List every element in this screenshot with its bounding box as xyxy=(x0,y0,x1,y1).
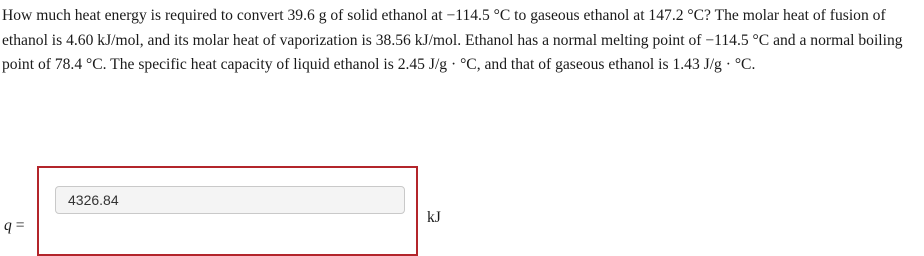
variable-q: q xyxy=(4,217,12,234)
equals-sign: = xyxy=(15,217,25,234)
answer-variable-label xyxy=(4,216,25,236)
unit-label: kJ xyxy=(427,209,441,226)
question-text: How much heat energy is required to convert 39.6 g of solid ethanol at −114.5 °C to gaseous ethanol at 147.2 °C? The molar heat of fusion of ethanol is 4.60 kJ/mol, and its molar heat of vaporization is 38.56 kJ/mol. Ethanol has a normal melting point of −114.5 °C and a normal boiling point of 78.4 °C. The specific heat capacity of liquid ethanol is 2.45 J/g · °C, and that of gaseous ethanol is 1.43 J/g · °C. xyxy=(2,7,903,73)
answer-input[interactable] xyxy=(55,186,405,214)
